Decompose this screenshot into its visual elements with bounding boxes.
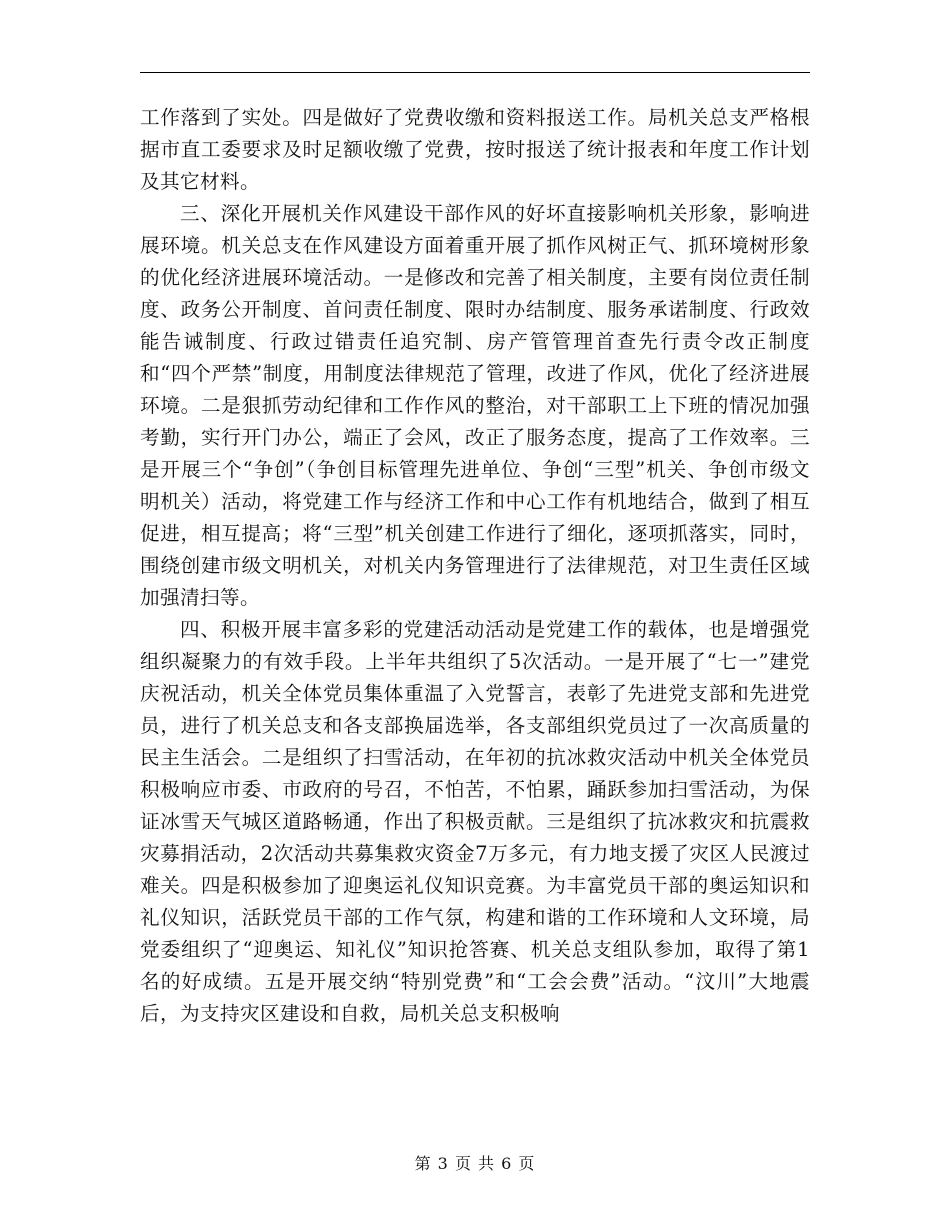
page-number-footer: 第 3 页 共 6 页 bbox=[414, 1154, 536, 1173]
paragraph-continuation: 工作落到了实处。四是做好了党费收缴和资料报送工作。局机关总支严格根据市直工委要求及时足额收缴了党费，按时报送了统计报表和年度工作计划及其它材料。 bbox=[140, 106, 810, 193]
paragraph-section-three: 三、深化开展机关作风建设干部作风的好坏直接影响机关形象，影响进展环境。机关总支在作风建设方面着重开展了抓作风树正气、抓环境树形象的优化经济进展环境活动。一是修改和完善了相关制度，主要有岗位责任制度、政务公开制度、首问责任制度、限时办结制度、服务承诺制度、行政效能告诫制度、行政过错责任追究制、房产管管理首查先行责令改正制度和“四个严禁”制度，用制度法律规范了管理，改进了作风，优化了经济进展环境。二是狠抓劳动纪律和工作作风的整治，对干部职工上下班的情况加强考勤，实行开门办公，端正了会风，改正了服务态度，提高了工作效率。三是开展三个“争创”（争创目标管理先进单位、争创“三型”机关、争创市级文明机关）活动，将党建工作与经济工作和中心工作有机地结合，做到了相互促进，相互提高；将“三型”机关创建工作进行了细化，逐项抓落实，同时，围绕创建市级文明机关，对机关内务管理进行了法律规范，对卫生责任区域加强清扫等。 bbox=[140, 202, 810, 609]
paragraph-section-four: 四、积极开展丰富多彩的党建活动活动是党建工作的载体，也是增强党组织凝聚力的有效手段。上半年共组织了5次活动。一是开展了“七一”建党庆祝活动，机关全体党员集体重温了入党誓言，表彰了先进党支部和先进党员，进行了机关总支和各支部换届选举，各支部组织党员过了一次高质量的民主生活会。二是组织了扫雪活动，在年初的抗冰救灾活动中机关全体党员积极响应市委、市政府的号召，不怕苦，不怕累，踊跃参加扫雪活动，为保证冰雪天气城区道路畅通，作出了积极贡献。三是组织了抗冰救灾和抗震救灾募捐活动，2次活动共募集救灾资金7万多元，有力地支援了灾区人民渡过难关。四是积极参加了迎奥运礼仪知识竞赛。为丰富党员干部的奥运知识和礼仪知识，活跃党员干部的工作气氛，构建和谐的工作环境和人文环境，局党委组织了“迎奥运、知礼仪”知识抢答赛、机关总支组队参加，取得了第1名的好成绩。五是开展交纳“特别党费”和“工会会费”活动。“汶川”大地震后，为支持灾区建设和自救，局机关总支积极响 bbox=[140, 618, 810, 1025]
header-rule bbox=[140, 72, 810, 73]
document-body bbox=[140, 102, 810, 1030]
